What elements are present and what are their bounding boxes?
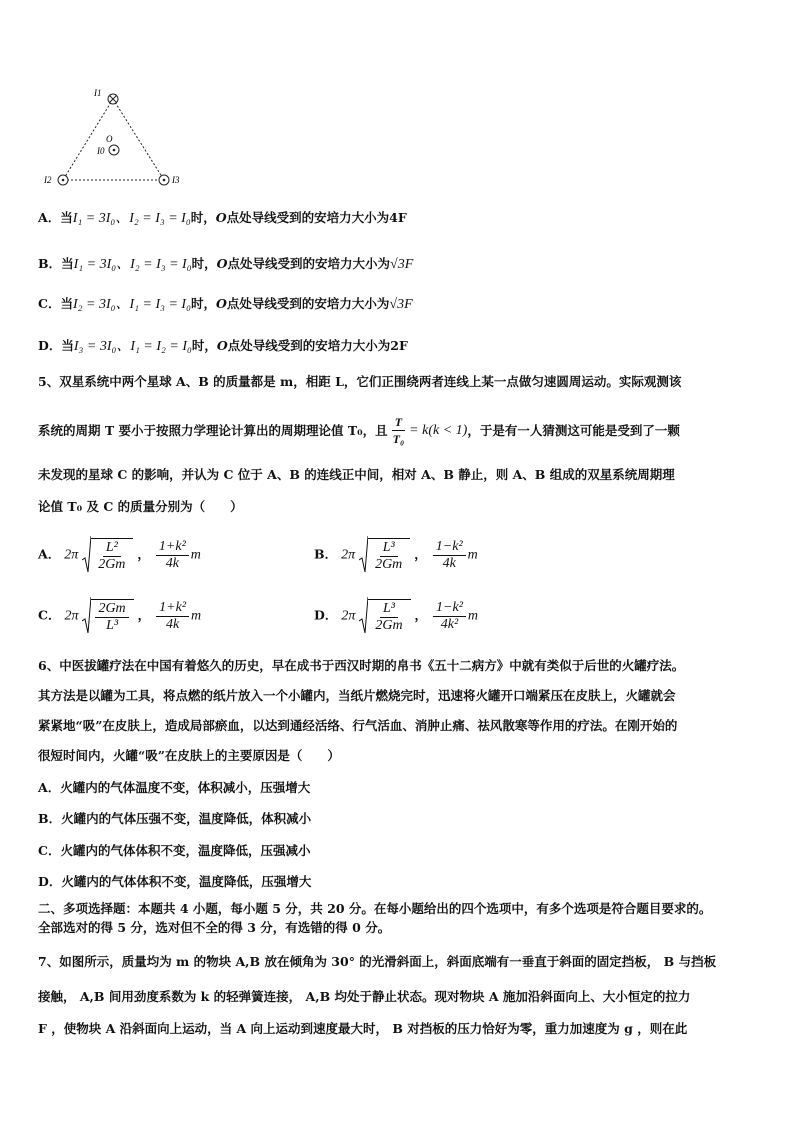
q6-line-1: 6、中医拔罐疗法在中国有着悠久的历史，早在成书于西汉时期的帛书《五十二病方》中就有类似于后世的火罐疗法。 — [38, 658, 685, 673]
q5-option-d[interactable]: D． 2π $\frac{\text{L³}}{2Gm}$ ， $\frac{\text{1−k²}}{\text{4k²}}$ m — [314, 597, 478, 635]
q7-line-1: 7、如图所示，质量均为 m 的物块 A,B 放在倾角为 30° 的光滑斜面上，斜面底端有一垂直于斜面的固定挡板， B 与挡板 — [38, 954, 717, 969]
wire-out-of-page-icon — [58, 175, 68, 185]
section2-header-line-2: 全部选对的得 5 分，选对但不全的得 3 分，有选错的得 0 分。 — [38, 920, 391, 935]
q5-ratio-fraction: $\frac{T}{\text{T₀}}$ — [392, 415, 405, 446]
wire-out-of-page-icon — [109, 145, 119, 155]
radical-icon: $\frac{\text{L²}}{2Gm}$ — [82, 536, 133, 574]
q4-option-b[interactable]: B．当I₁ = 3I₀、I₂ = I₃ = I₀时，O点处导线受到的安培力大小为√3F — [38, 256, 414, 272]
radical-icon: $\frac{2Gm}{\text{L³}}$ — [82, 597, 133, 635]
q6-option-b[interactable]: B．火罐内的气体压强不变，温度降低，体积减小 — [38, 811, 312, 826]
label-i0: I0 — [97, 146, 105, 156]
q5-option-c[interactable]: C． 2π $\frac{2Gm}{\text{L³}}$ ， $\frac{\text{1+k²}}{4k}$ m — [38, 597, 201, 635]
q5-line-3: 未发现的星球 C 的影响，并认为 C 位于 A、B 的连线正中间，相对 A、B 静止，则 A、B 组成的双星系统周期理 — [38, 467, 675, 482]
q5-option-b[interactable]: B． 2π $\frac{\text{L³}}{2Gm}$ ， $\frac{\text{1−k²}}{4k}$ m — [314, 536, 478, 574]
label-i1: I1 — [94, 88, 102, 98]
wire-into-page-icon — [108, 94, 118, 104]
q6-option-a[interactable]: A．火罐内的气体温度不变，体积减小，压强增大 — [38, 780, 311, 795]
q5-line-4: 论值 T₀ 及 C 的质量分别为（ ） — [38, 499, 243, 514]
q6-option-c[interactable]: C．火罐内的气体体积不变，温度降低，压强减小 — [38, 843, 311, 858]
radical-icon: $\frac{\text{L³}}{2Gm}$ — [359, 536, 410, 574]
q5-line-2: 系统的周期 T 要小于按照力学理论计算出的周期理论值 T₀，且 $\frac{T}{\text{T₀}}$ = k(k < 1) ，于是有一人猜测这可能是受到了一颗 — [38, 415, 680, 446]
q4-option-c[interactable]: C．当I₂ = 3I₀、I₁ = I₃ = I₀时，O点处导线受到的安培力大小为√3F — [38, 296, 413, 312]
q5-option-a[interactable]: A． 2π $\frac{\text{L²}}{2Gm}$ ， $\frac{\text{1+k²}}{4k}$ m — [38, 536, 201, 574]
q6-line-2: 其方法是以罐为工具，将点燃的纸片放入一个小罐内，当纸片燃烧完时，迅速将火罐开口端紧压在皮肤上，火罐就会 — [38, 688, 676, 703]
label-i2: I2 — [44, 175, 52, 185]
q6-option-d[interactable]: D．火罐内的气体体积不变，温度降低，压强增大 — [38, 874, 312, 889]
wire-triangle-diagram — [40, 82, 190, 192]
q4-option-d[interactable]: D．当I₃ = 3I₀、I₁ = I₂ = I₀时，O点处导线受到的安培力大小为2F — [38, 338, 408, 354]
q5-line-1: 5、双星系统中两个星球 A、B 的质量都是 m，相距 L，它们正围绕两者连线上某一点做匀速圆周运动。实际观测该 — [38, 374, 682, 389]
q7-line-3: F ，使物块 A 沿斜面向上运动，当 A 向上运动到速度最大时， B 对挡板的压力恰好为零，重力加速度为 g ，则在此 — [38, 1021, 688, 1036]
q6-line-3: 紧紧地“吸”在皮肤上，造成局部瘀血，以达到通经活络、行气活血、消肿止痛、祛风散寒等作用的疗法。在刚开始的 — [38, 718, 678, 733]
radical-icon: $\frac{\text{L³}}{2Gm}$ — [359, 597, 410, 635]
q7-line-2: 接触， A,B 间用劲度系数为 k 的轻弹簧连接， A,B 均处于静止状态。现对物块 A 施加沿斜面向上、大小恒定的拉力 — [38, 989, 691, 1004]
section2-header-line-1: 二、多项选择题：本题共 4 小题，每小题 5 分，共 20 分。在每小题给出的四个选项中，有多个选项是符合题目要求的。 — [38, 901, 712, 916]
q6-line-4: 很短时间内，火罐“吸”在皮肤上的主要原因是（ ） — [38, 748, 340, 763]
label-i3: I3 — [172, 175, 180, 185]
triangle-edge-right — [113, 99, 164, 180]
label-o: O — [106, 134, 113, 144]
wire-out-of-page-icon — [159, 175, 169, 185]
q4-option-a[interactable]: A．当I₁ = 3I₀、I₂ = I₃ = I₀时，O点处导线受到的安培力大小为4F — [38, 210, 407, 226]
